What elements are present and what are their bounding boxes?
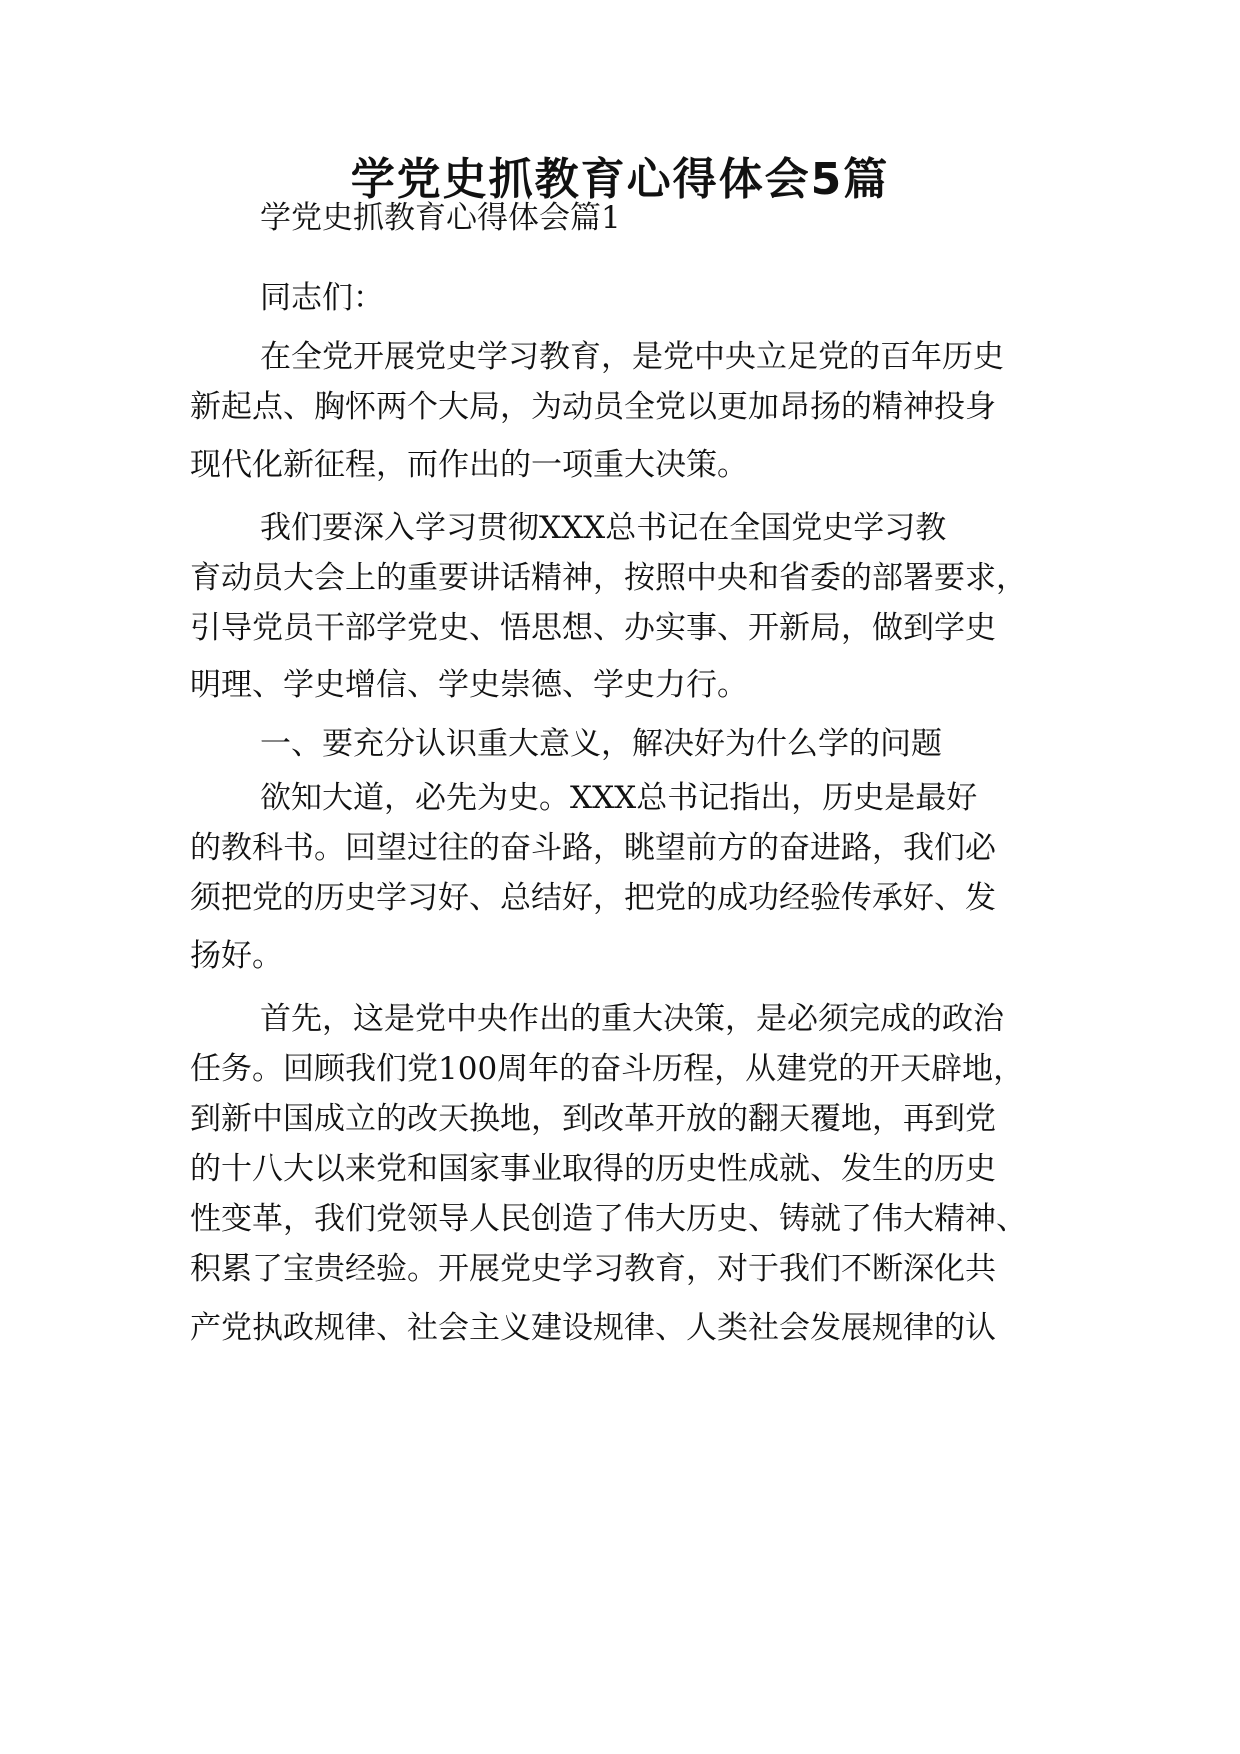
paragraph-line: 引导党员干部学党史、悟思想、办实事、开新局，做到学史 <box>190 610 996 646</box>
paragraph-line: 产党执政规律、社会主义建设规律、人类社会发展规律的认 <box>190 1310 996 1346</box>
paragraph-line: 新起点、胸怀两个大局，为动员全党以更加昂扬的精神投身 <box>190 389 996 425</box>
paragraph-line: 明理、学史增信、学史崇德、学史力行。 <box>190 667 748 703</box>
paragraph-line: 的教科书。回望过往的奋斗路，眺望前方的奋进路，我们必 <box>190 830 996 866</box>
paragraph-line: 积累了宝贵经验。开展党史学习教育，对于我们不断深化共 <box>190 1251 996 1287</box>
document-title: 学党史抓教育心得体会5篇 <box>350 154 890 205</box>
section-heading: 一、要充分认识重大意义，解决好为什么学的问题 <box>260 726 942 762</box>
paragraph-line: 欲知大道，必先为史。XXX总书记指出，历史是最好 <box>260 780 978 816</box>
paragraph-line: 育动员大会上的重要讲话精神，按照中央和省委的部署要求， <box>190 560 1027 596</box>
paragraph-line: 任务。回顾我们党100周年的奋斗历程，从建党的开天辟地， <box>190 1051 1025 1087</box>
paragraph-line: 扬好。 <box>190 938 283 974</box>
greeting: 同志们： <box>260 280 384 316</box>
paragraph-line: 在全党开展党史学习教育，是党中央立足党的百年历史 <box>260 339 1004 375</box>
paragraph-line: 性变革，我们党领导人民创造了伟大历史、铸就了伟大精神、 <box>190 1201 1027 1237</box>
section-subtitle: 学党史抓教育心得体会篇1 <box>260 200 621 236</box>
paragraph-line: 到新中国成立的改天换地，到改革开放的翻天覆地，再到党 <box>190 1101 996 1137</box>
paragraph-line: 的十八大以来党和国家事业取得的历史性成就、发生的历史 <box>190 1151 996 1187</box>
paragraph-line: 现代化新征程，而作出的一项重大决策。 <box>190 447 748 483</box>
paragraph-line: 须把党的历史学习好、总结好，把党的成功经验传承好、发 <box>190 880 996 916</box>
paragraph-line: 首先，这是党中央作出的重大决策，是必须完成的政治 <box>260 1001 1004 1037</box>
paragraph-line: 我们要深入学习贯彻XXX总书记在全国党史学习教 <box>260 510 947 546</box>
